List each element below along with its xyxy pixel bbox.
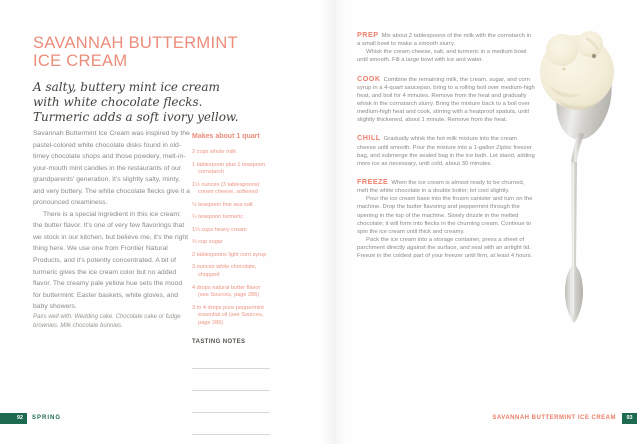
chocolate-fleck xyxy=(592,54,596,58)
handwritten-line: A salty, buttery mint ice cream xyxy=(33,80,220,94)
pairs-well-with-note: Pairs well with: Wedding cake. Chocolate cake or fudge brownies. Milk chocolate bunnies. xyxy=(33,313,181,329)
tasting-notes-label: TASTING NOTES xyxy=(192,339,246,346)
step-paragraph: PREP Mix about 2 tablespoons of the milk with the cornstarch in a small bowl to make a smooth slurry. xyxy=(357,30,532,48)
ingredient-item: 2 tablespoons light corn syrup xyxy=(192,251,267,258)
handwritten-line: Turmeric adds a soft ivory yellow. xyxy=(33,110,239,124)
tasting-notes-lines xyxy=(192,347,270,435)
ingredient-item: ½ teaspoon fine sea salt xyxy=(192,201,253,208)
recipe-title-line1: SAVANNAH BUTTERMINT xyxy=(33,34,238,52)
tasting-note-ruled-line xyxy=(192,347,270,369)
ingredient-item: 2 cups whole milk xyxy=(192,149,237,155)
step-label: CHILL xyxy=(357,133,381,143)
ingredients-column xyxy=(192,133,270,435)
intro-text xyxy=(33,128,191,331)
step-paragraph: CHILL Gradually whisk the hot milk mixture into the cream cheese until smooth. Pour the mixture into a 1-gallon Ziploc freezer bag, and submerge the sealed bag in the ice bath. Let stand, adding more ice as necessary, until cold, about 30 minutes. xyxy=(357,133,535,167)
ingredient-item: 3 to 4 drops pure peppermint essential oil (see Sources, page 286) xyxy=(192,304,264,326)
ingredient-item: 1¼ cups heavy cream xyxy=(192,226,247,233)
chapter-footer-label: SPRING xyxy=(32,415,62,421)
recipe-footer-label: SAVANNAH BUTTERMINT ICE CREAM xyxy=(492,415,616,421)
tasting-note-ruled-line xyxy=(192,369,270,391)
method-steps xyxy=(357,30,535,269)
ingredient-item: 3 ounces white chocolate, chopped xyxy=(192,264,257,279)
method-step xyxy=(357,30,535,65)
tasting-note-ruled-line xyxy=(192,391,270,413)
step-paragraph: COOK Combine the remaining milk, the cream, sugar, and corn syrup in a 4-quart saucepan, bring to a rolling boil over medium-high heat, and boil for 4 minutes. Remove from the heat and gradually whisk in the cornstarch slurry. Bring the mixture back to a boil over medium-high heat and cook, stirring with a heatproof spatula, until slightly thickened, about 1 minute. Remove from the heat. xyxy=(357,73,535,124)
recipe-title xyxy=(33,34,283,71)
ingredient-item: 1½ ounces (3 tablespoons) cream cheese, softened xyxy=(192,181,260,196)
ingredient-item: ⅔ cup sugar xyxy=(192,239,223,246)
left-page-number: 92 xyxy=(16,415,23,421)
step-label: COOK xyxy=(357,73,381,83)
step-paragraph: Pour the ice cream base into the frozen canister and turn on the machine. Drop the butter flavoring and peppermint through the opening in the top of the machine. Slowly drizzle in the melted chocolate; it will form into flecks in the churning cream. Continue to spin the ice cream until thick and creamy. xyxy=(357,196,533,235)
recipe-title-line2: ICE CREAM xyxy=(33,52,128,71)
method-step xyxy=(357,74,535,125)
handwritten-description xyxy=(33,80,263,125)
ingredients-list xyxy=(192,149,270,327)
ice-cream-spoon-photo xyxy=(528,14,640,354)
left-page-number-tab xyxy=(0,413,27,424)
ingredient-item: 1 tablespoon plus 1 teaspoon cornstarch xyxy=(192,161,266,176)
ingredient-item: ¼ teaspoon turmeric xyxy=(192,214,243,221)
step-paragraph: Whisk the cream cheese, salt, and turmeric in a medium bowl until smooth. Fill a large bowl with ice and water. xyxy=(357,49,527,64)
yield-label: Makes about 1 quart xyxy=(192,133,260,140)
step-label: FREEZE xyxy=(357,176,389,186)
step-paragraph: FREEZE When the ice cream is almost ready to be churned, melt the white chocolate in a double boiler; let cool slightly. xyxy=(357,176,525,195)
method-step xyxy=(357,177,535,260)
step-paragraph: Pack the ice cream into a storage container, press a sheet of parchment directly against the surface, and seal with an airtight lid. Freeze in the coldest part of your freezer until firm, at least 4 hours. xyxy=(357,236,533,260)
right-page-number: 93 xyxy=(626,415,633,421)
page-gutter-shadow xyxy=(322,0,346,444)
step-label: PREP xyxy=(357,30,379,39)
handwritten-line: with white chocolate flecks. xyxy=(33,95,203,109)
right-page-number-tab xyxy=(622,413,637,424)
intro-paragraph: Savannah Buttermint Ice Cream was inspired by the pastel-colored white chocolate disks found in old-timey chocolate shops and those powdery, melt-in-your-mouth mint candies in the restaurants of our grandparents' generation. It's slightly salty, minty, and very buttery. The white chocolate flecks give it a pronounced creaminess. xyxy=(33,130,190,207)
method-step xyxy=(357,133,535,168)
tasting-note-ruled-line xyxy=(192,413,270,435)
intro-paragraph: There is a special ingredient in this ice cream: the butter flavor. It's one of very few flavorings that we stock in our kitchen, but believe me, it's the right thing here. We use one from Frontier Natural Products, and it's potently concentrated. A bit of turmeric gives the ice cream color but no added flavor. The creamy pale yellow hue sets the mood for buttermint: Easter baskets, white gloves, and baby showers. xyxy=(33,210,189,311)
ingredient-item: 4 drops natural butter flavor (see Sources, page 286) xyxy=(192,284,261,299)
